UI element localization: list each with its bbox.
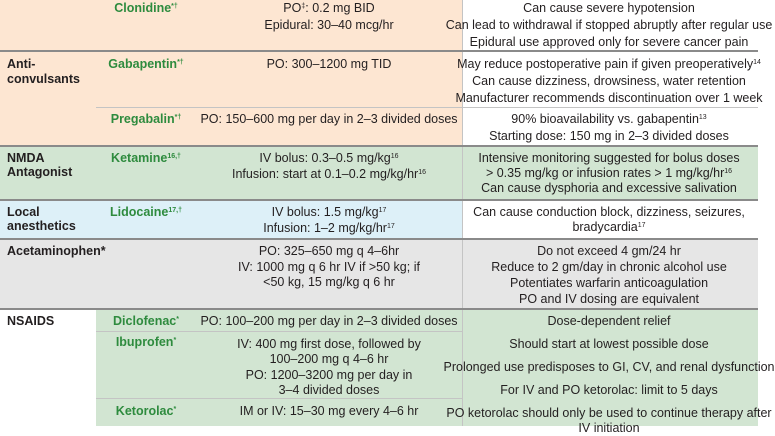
drug-name: Diclofenac* <box>113 314 179 328</box>
category-cell <box>0 0 96 50</box>
dosing-line: 3–4 divided doses <box>278 383 380 397</box>
category-label: NSAIDS <box>7 314 55 328</box>
drug-name: Clonidine*† <box>114 1 178 15</box>
category-label: Antagonist <box>7 165 73 179</box>
table-row-anticonvulsants <box>0 52 763 145</box>
dosing-line: 100–200 mg q 4–6 hr <box>269 352 389 366</box>
note-line: 90% bioavailability vs. gabapentin$^{13}$ <box>511 112 707 126</box>
dosing-line: PO: 300–1200 mg TID <box>266 57 392 71</box>
drug-name: Gabapentin*† <box>108 57 184 71</box>
dosing-line: IV bolus: 0.3–0.5 $mg/kg^{16}$ <box>259 151 399 165</box>
note-line: Intensive monitoring suggested for bolus doses <box>478 151 740 165</box>
dosing-line: Infusion: 1–2 $mg/kg/hr^{17}$ <box>263 221 395 235</box>
category-label: NMDA <box>7 151 45 165</box>
category-label: Acetaminophen* <box>7 244 106 258</box>
note-line: May reduce postoperative pain if given preoperatively$^{14}$ <box>457 57 761 71</box>
dosing-line: PO: 325–650 mg q 4–6hr <box>258 244 400 258</box>
note-line: Can cause dysphoria and excessive salivation <box>481 181 737 195</box>
dosing-line: IM or IV: 15–30 mg every 4–6 hr <box>239 404 419 418</box>
dosing-line: Infusion: start at 0.1–0.2 $mg/kg/hr^{16}$ <box>231 167 427 181</box>
category-label: anesthetics <box>7 219 76 233</box>
dosing-line: Epidural: 30–40 mcg/hr <box>264 18 394 32</box>
dosing-line: <50 kg, 15 mg/kg q 6 hr <box>263 275 395 289</box>
drug-name: Ketamine$^{16,\dagger}$ <box>111 151 181 165</box>
table-row-nsaids <box>0 310 775 435</box>
note-line: Starting dose: 150 mg in 2–3 divided doses <box>489 129 729 143</box>
note-line: Can cause conduction block, dizziness, seizures, <box>473 205 745 219</box>
dosing-line: PO‡: 0.2 mg BID <box>283 1 375 15</box>
drug-name: Ketorolac* <box>115 404 177 418</box>
drug-name: Lidocaine$^{17,\dagger}$ <box>110 205 182 219</box>
note-line: PO ketorolac should only be used to continue therapy after <box>446 406 772 420</box>
category-label: convulsants <box>7 72 80 86</box>
note-line: PO and IV dosing are equivalent <box>519 292 699 306</box>
note-line: bradycardia$^{17}$ <box>572 220 646 234</box>
note-line: Dose-dependent relief <box>547 314 671 328</box>
table-row-alpha2 <box>0 0 773 50</box>
note-line: Do not exceed 4 gm/24 hr <box>537 244 681 258</box>
note-line: Can lead to withdrawal if stopped abruptly after regular use <box>445 18 773 32</box>
sub-row-divider <box>96 331 462 332</box>
dosing-line: IV: 400 mg first dose, followed by <box>237 337 421 351</box>
table-row-nmda <box>0 147 758 199</box>
note-line: > 0.35 mg/kg or infusion rates > 1 $mg/kg/hr^{16}$ <box>485 166 733 180</box>
dosing-line: PO: 100–200 mg per day in 2–3 divided doses <box>200 314 458 328</box>
note-line: Potentiates warfarin anticoagulation <box>509 276 709 290</box>
sub-row-divider <box>96 107 758 108</box>
drug-name: Pregabalin*† <box>110 112 182 126</box>
dosing-line: IV: 1000 mg q 6 hr IV if >50 kg; if <box>238 260 420 274</box>
note-line: Epidural use approved only for severe cancer pain <box>469 35 749 49</box>
category-label: Anti- <box>7 57 36 71</box>
drug-name: Ibuprofen* <box>115 335 177 349</box>
sub-row-divider <box>96 398 462 399</box>
note-line: Can cause severe hypotension <box>523 1 695 15</box>
note-line: Can cause dizziness, drowsiness, water retention <box>472 74 746 88</box>
dosing-line: IV bolus: 1.5 $mg/kg^{17}$ <box>271 205 387 219</box>
dosing-line: PO: 1200–3200 mg per day in <box>245 368 413 382</box>
note-line: Should start at lowest possible dose <box>509 337 709 351</box>
category-label: Local <box>7 205 40 219</box>
note-line: Prolonged use predisposes to GI, CV, and renal dysfunction <box>443 360 775 374</box>
table-row-acetaminophen <box>0 240 758 308</box>
note-line: Reduce to 2 gm/day in chronic alcohol use <box>491 260 727 274</box>
note-line: For IV and PO ketorolac: limit to 5 days <box>500 383 718 397</box>
drug-cell <box>96 240 196 308</box>
note-line: Manufacturer recommends discontinuation over 1 week <box>455 91 763 105</box>
dosing-line: PO: 150–600 mg per day in 2–3 divided doses <box>200 112 458 126</box>
table-row-local-anesthetics <box>0 201 758 238</box>
note-line: IV initiation <box>578 421 640 435</box>
